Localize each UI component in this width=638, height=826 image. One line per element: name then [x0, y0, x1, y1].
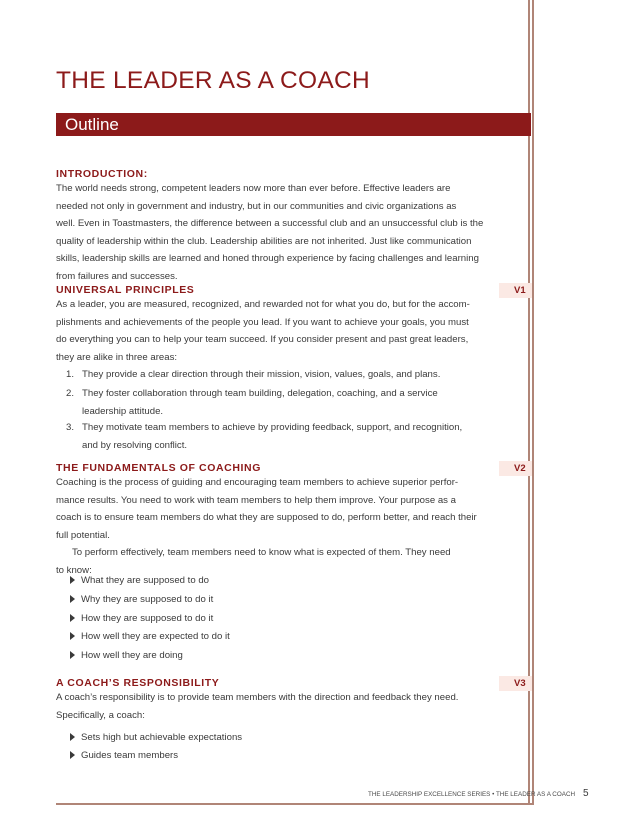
- bullet-text: How they are supposed to do it: [81, 613, 214, 624]
- caret-right-icon: [70, 614, 75, 622]
- principles-list-item: [66, 419, 484, 454]
- principles-heading: UNIVERSAL PRINCIPLES: [56, 284, 195, 296]
- list-item: [70, 572, 209, 590]
- list-text: They motivate team members to achieve by providing feedback, support, and recognition,: [82, 422, 463, 433]
- bullet-text: Sets high but achievable expectations: [81, 732, 243, 743]
- video-tag-v1: [499, 283, 532, 298]
- list-item: [70, 591, 213, 609]
- footer-series: THE LEADERSHIP EXCELLENCE SERIES • THE LEADER AS A COACH: [368, 791, 576, 798]
- responsibility-line: Specifically, a coach:: [56, 709, 145, 721]
- caret-right-icon: [70, 595, 75, 603]
- principles-paragraph: [56, 296, 488, 366]
- fundamentals-line: To perform effectively, team members need to know what is expected of them. They need: [72, 547, 451, 559]
- intro-line: The world needs strong, competent leaders now more than ever before. Effective leaders are: [56, 183, 451, 194]
- responsibility-paragraph: [56, 689, 488, 724]
- margin-rule-inner: [532, 0, 534, 805]
- list-text: They foster collaboration through team building, delegation, coaching, and a service: [82, 388, 438, 399]
- bullet-text: How well they are expected to do it: [81, 631, 230, 642]
- caret-right-icon: [70, 632, 75, 640]
- bottom-rule: [56, 803, 534, 805]
- outline-label: Outline: [65, 115, 119, 134]
- caret-right-icon: [70, 733, 75, 741]
- list-text: leadership attitude.: [82, 405, 164, 417]
- responsibility-line: A coach’s responsibility is to provide team members with the direction and feedback they need.: [56, 692, 459, 703]
- responsibility-heading: A COACH’S RESPONSIBILITY: [56, 677, 220, 689]
- bullet-text: What they are supposed to do: [81, 575, 209, 586]
- video-tag-v3: [499, 676, 532, 691]
- intro-line: well. Even in Toastmasters, the difference between a successful club and an unsuccessful club is the: [56, 218, 484, 230]
- fundamentals-line: mance results. You need to work with team members to help them improve. Your purpose as a: [56, 494, 456, 506]
- fundamentals-line: coach is to ensure team members do what they are supposed to do, perform better, and reach their: [56, 512, 477, 524]
- principles-line: As a leader, you are measured, recognized, and rewarded not for what you do, but for the accom-: [56, 299, 470, 310]
- caret-right-icon: [70, 576, 75, 584]
- intro-line: from failures and successes.: [56, 270, 178, 282]
- fundamentals-heading: THE FUNDAMENTALS OF COACHING: [56, 462, 262, 474]
- list-number: 2.: [66, 388, 75, 399]
- list-number: 1.: [66, 369, 75, 380]
- video-tag-label: V3: [514, 678, 526, 689]
- list-item: [70, 628, 230, 646]
- fundamentals-line: full potential.: [56, 529, 110, 541]
- list-item: [70, 647, 183, 665]
- list-item: [70, 729, 242, 747]
- video-tag-label: V2: [514, 463, 526, 474]
- list-item: [70, 747, 178, 765]
- principles-line: they are alike in three areas:: [56, 351, 178, 363]
- intro-heading: INTRODUCTION:: [56, 168, 148, 180]
- page-number: 5: [583, 788, 589, 799]
- intro-line: skills, leadership skills are learned and honed through experience by facing challenges and learning: [56, 253, 479, 265]
- bullet-text: Why they are supposed to do it: [81, 594, 214, 605]
- fundamentals-paragraph: [56, 474, 488, 580]
- video-tag-v2: [499, 461, 532, 476]
- video-tag-label: V1: [514, 285, 526, 296]
- bullet-text: Guides team members: [81, 750, 179, 761]
- intro-line: needed not only in government and industry, but in our communities and civic organizations as: [56, 200, 457, 212]
- page-title: THE LEADER AS A COACH: [56, 67, 371, 94]
- intro-line: quality of leadership within the club. Leadership abilities are not inherited. Just like communication: [56, 235, 472, 247]
- bullet-text: How well they are doing: [81, 650, 183, 661]
- list-item: [70, 610, 213, 628]
- intro-paragraph: [56, 180, 488, 286]
- outline-banner: [56, 113, 531, 136]
- principles-line: do everything you can to help your team succeed. If you consider present and past great leaders,: [56, 334, 469, 346]
- list-number: 3.: [66, 422, 75, 433]
- principles-list-item: [66, 366, 484, 384]
- principles-line: plishments and achievements of the people you lead. If you want to achieve your goals, you must: [56, 316, 469, 328]
- principles-list-item: [66, 385, 484, 420]
- list-text: They provide a clear direction through their mission, vision, values, goals, and plans.: [82, 369, 441, 380]
- list-text: and by resolving conflict.: [82, 439, 188, 451]
- fundamentals-line: to know:: [56, 564, 92, 576]
- caret-right-icon: [70, 751, 75, 759]
- caret-right-icon: [70, 651, 75, 659]
- fundamentals-line: Coaching is the process of guiding and encouraging team members to achieve superior perfor-: [56, 477, 459, 488]
